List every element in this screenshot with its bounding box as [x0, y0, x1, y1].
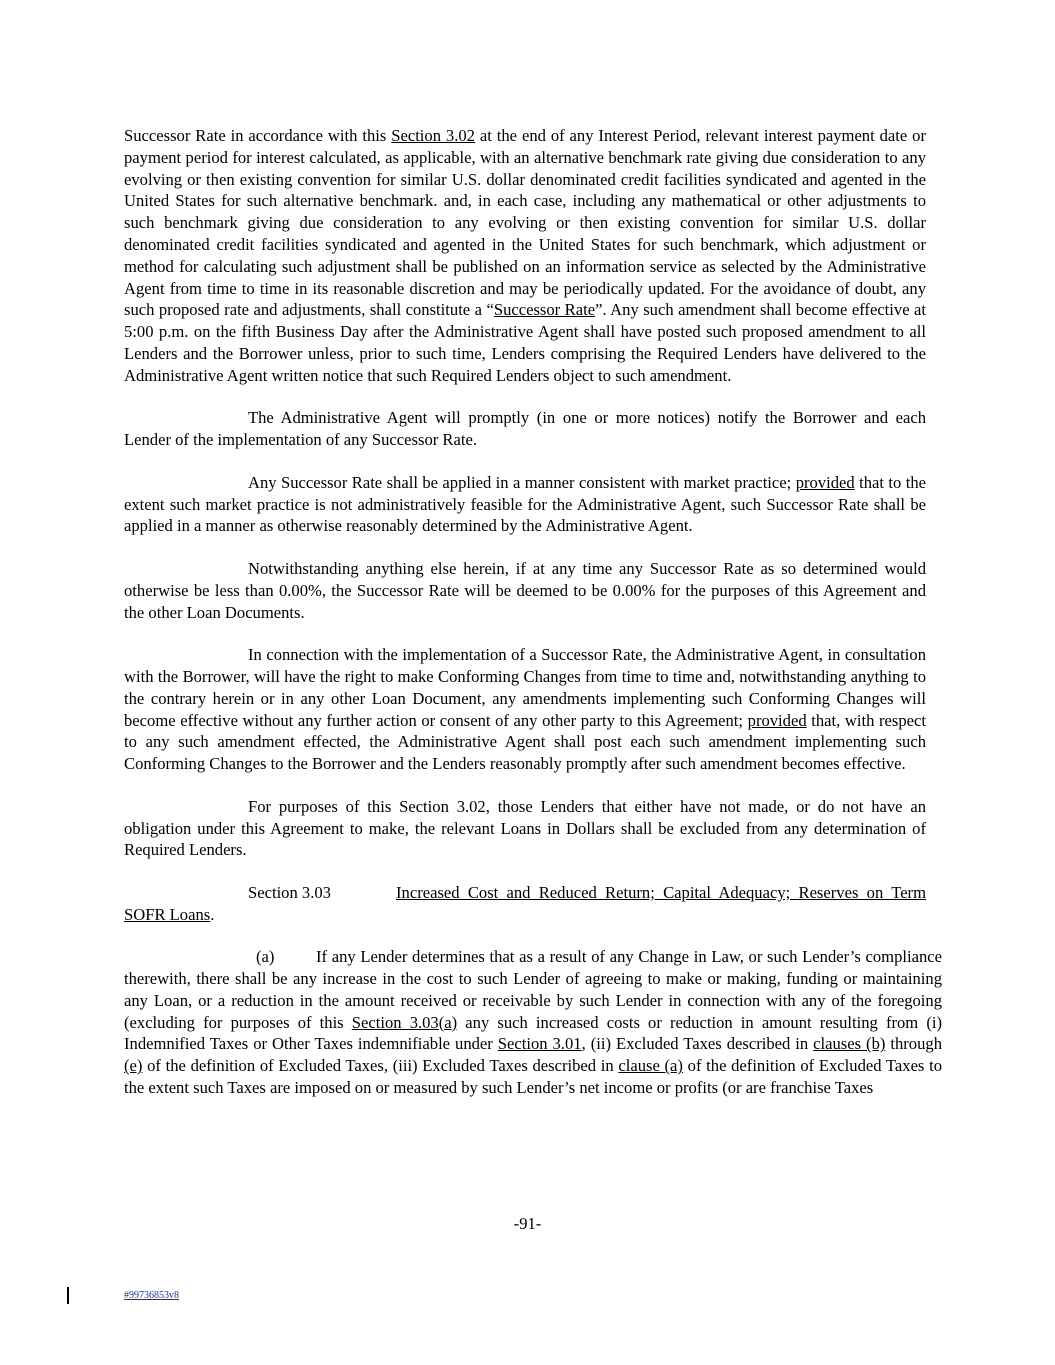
text-run: ”. Any such amendment shall become effective at 5:00 p.m. on the fifth Business Day after the Administrative Agent shall have posted such proposed amendment to all Lenders and the Borrower unless, prior to such time, Lenders comprising the Required Lenders have delivered to the Administrative Agent written notice that such Required Lenders object to such amendment. [124, 300, 927, 385]
clause-reference-link[interactable]: (e) [124, 1056, 143, 1076]
paragraph-market-practice [124, 472, 926, 537]
clause-reference-link[interactable]: clauses (b) [813, 1034, 886, 1054]
text-run: , (ii) Excluded Taxes described in [581, 1034, 814, 1054]
text-run: of the definition of Excluded Taxes to the extent such Taxes are imposed on or measured by such Lender’s net income or profits (or are franchise Taxes [124, 1056, 942, 1098]
document-id-link[interactable]: #99736853v8 [124, 1290, 179, 1301]
text-run: of the definition of Excluded Taxes, (iii) Excluded Taxes described in [142, 1056, 619, 1076]
section-reference-link[interactable]: Section 3.02 [391, 126, 475, 145]
provided-term: provided [747, 710, 807, 730]
paragraph-conforming-changes [124, 644, 926, 775]
section-reference-link[interactable]: Section 3.01 [497, 1034, 582, 1054]
provided-term: provided [795, 472, 855, 492]
section-reference-link[interactable]: Section 3.03(a) [351, 1012, 458, 1032]
document-body [124, 125, 943, 1120]
text-run: Any Successor Rate shall be applied in a manner consistent with market practice; [248, 472, 796, 492]
paragraph-notification: The Administrative Agent will promptly (in one or more notices) notify the Borrower and each Lender of the implementation of any Successor Rate. [124, 408, 926, 450]
section-number: Section 3.03 [248, 882, 331, 902]
text-run: through [885, 1034, 942, 1054]
text-run: that to the extent such market practice is not administratively feasible for the Administrative Agent, such Successor Rate shall be applied in a manner as otherwise reasonably determined by the Administrative Agent. [124, 472, 926, 536]
paragraph-successor-rate-continued [124, 125, 926, 387]
text-run: at the end of any Interest Period, relevant interest payment date or payment period for interest calculated, as applicable, with an alternative benchmark rate giving due consideration to any evolving or then existing convention for similar U.S. dollar denominated credit facilities syndicated and agented in the United States for such alternative benchmark. and, in each case, including any mathematical or other adjustments to such benchmark giving due consideration to any evolving or then existing convention for similar U.S. dollar denominated credit facilities syndicated and agented in the United States for such benchmark, which adjustment or method for calculating such adjustment shall be published on an information service as selected by the Administrative Agent from time to time in its reasonable discretion and may be periodically updated. For the avoidance of doubt, any such proposed rate and adjustments, shall constitute a “ [124, 126, 927, 320]
section-heading [124, 882, 926, 926]
text-run: Successor Rate in accordance with this [124, 126, 392, 145]
paragraph-required-lenders: For purposes of this Section 3.02, those Lenders that either have not made, or do not have an obligation under this Agreement to make, the relevant Loans in Dollars shall be excluded from any determination of Required Lenders. [124, 796, 926, 860]
paragraph-a [124, 946, 942, 1099]
section-title-period: . [210, 904, 215, 924]
section-title: Increased Cost and Reduced Return; Capital Adequacy; Reserves on Term SOFR Loans [124, 882, 926, 924]
clause-marker: (a) [256, 947, 275, 967]
paragraph-floor: Notwithstanding anything else herein, if at any time any Successor Rate as so determined would otherwise be less than 0.00%, the Successor Rate will be deemed to be 0.00% for the purposes of this Agreement and the other Loan Documents. [124, 558, 926, 622]
clause-reference-link[interactable]: clause (a) [618, 1056, 683, 1076]
revision-bar [67, 1287, 69, 1304]
page-number: -91- [513, 1214, 542, 1233]
text-run: In connection with the implementation of a Successor Rate, the Administrative Agent, in consultation with the Borrower, will have the right to make Conforming Changes from time to time and, notwithstanding anything to the contrary herein or in any other Loan Document, any amendments implementing such Conforming Changes will become effective without any further action or consent of any other party to this Agreement; [124, 645, 926, 730]
defined-term: Successor Rate [493, 300, 596, 320]
text-run: that, with respect to any such amendment effected, the Administrative Agent shall post each such amendment implementing such Conforming Changes to the Borrower and the Lenders reasonably promptly after such amendment becomes effective. [124, 710, 926, 774]
text-run: any such increased costs or reduction in amount resulting from (i) Indemnified Taxes or Other Taxes indemnifiable under [124, 1012, 943, 1054]
text-run: If any Lender determines that as a result of any Change in Law, or such Lender’s compliance therewith, there shall be any increase in the cost to such Lender of agreeing to make or making, funding or maintaining any Loan, or a reduction in the amount received or receivable by such Lender in connection with any of the foregoing (excluding for purposes of this [124, 947, 942, 1032]
